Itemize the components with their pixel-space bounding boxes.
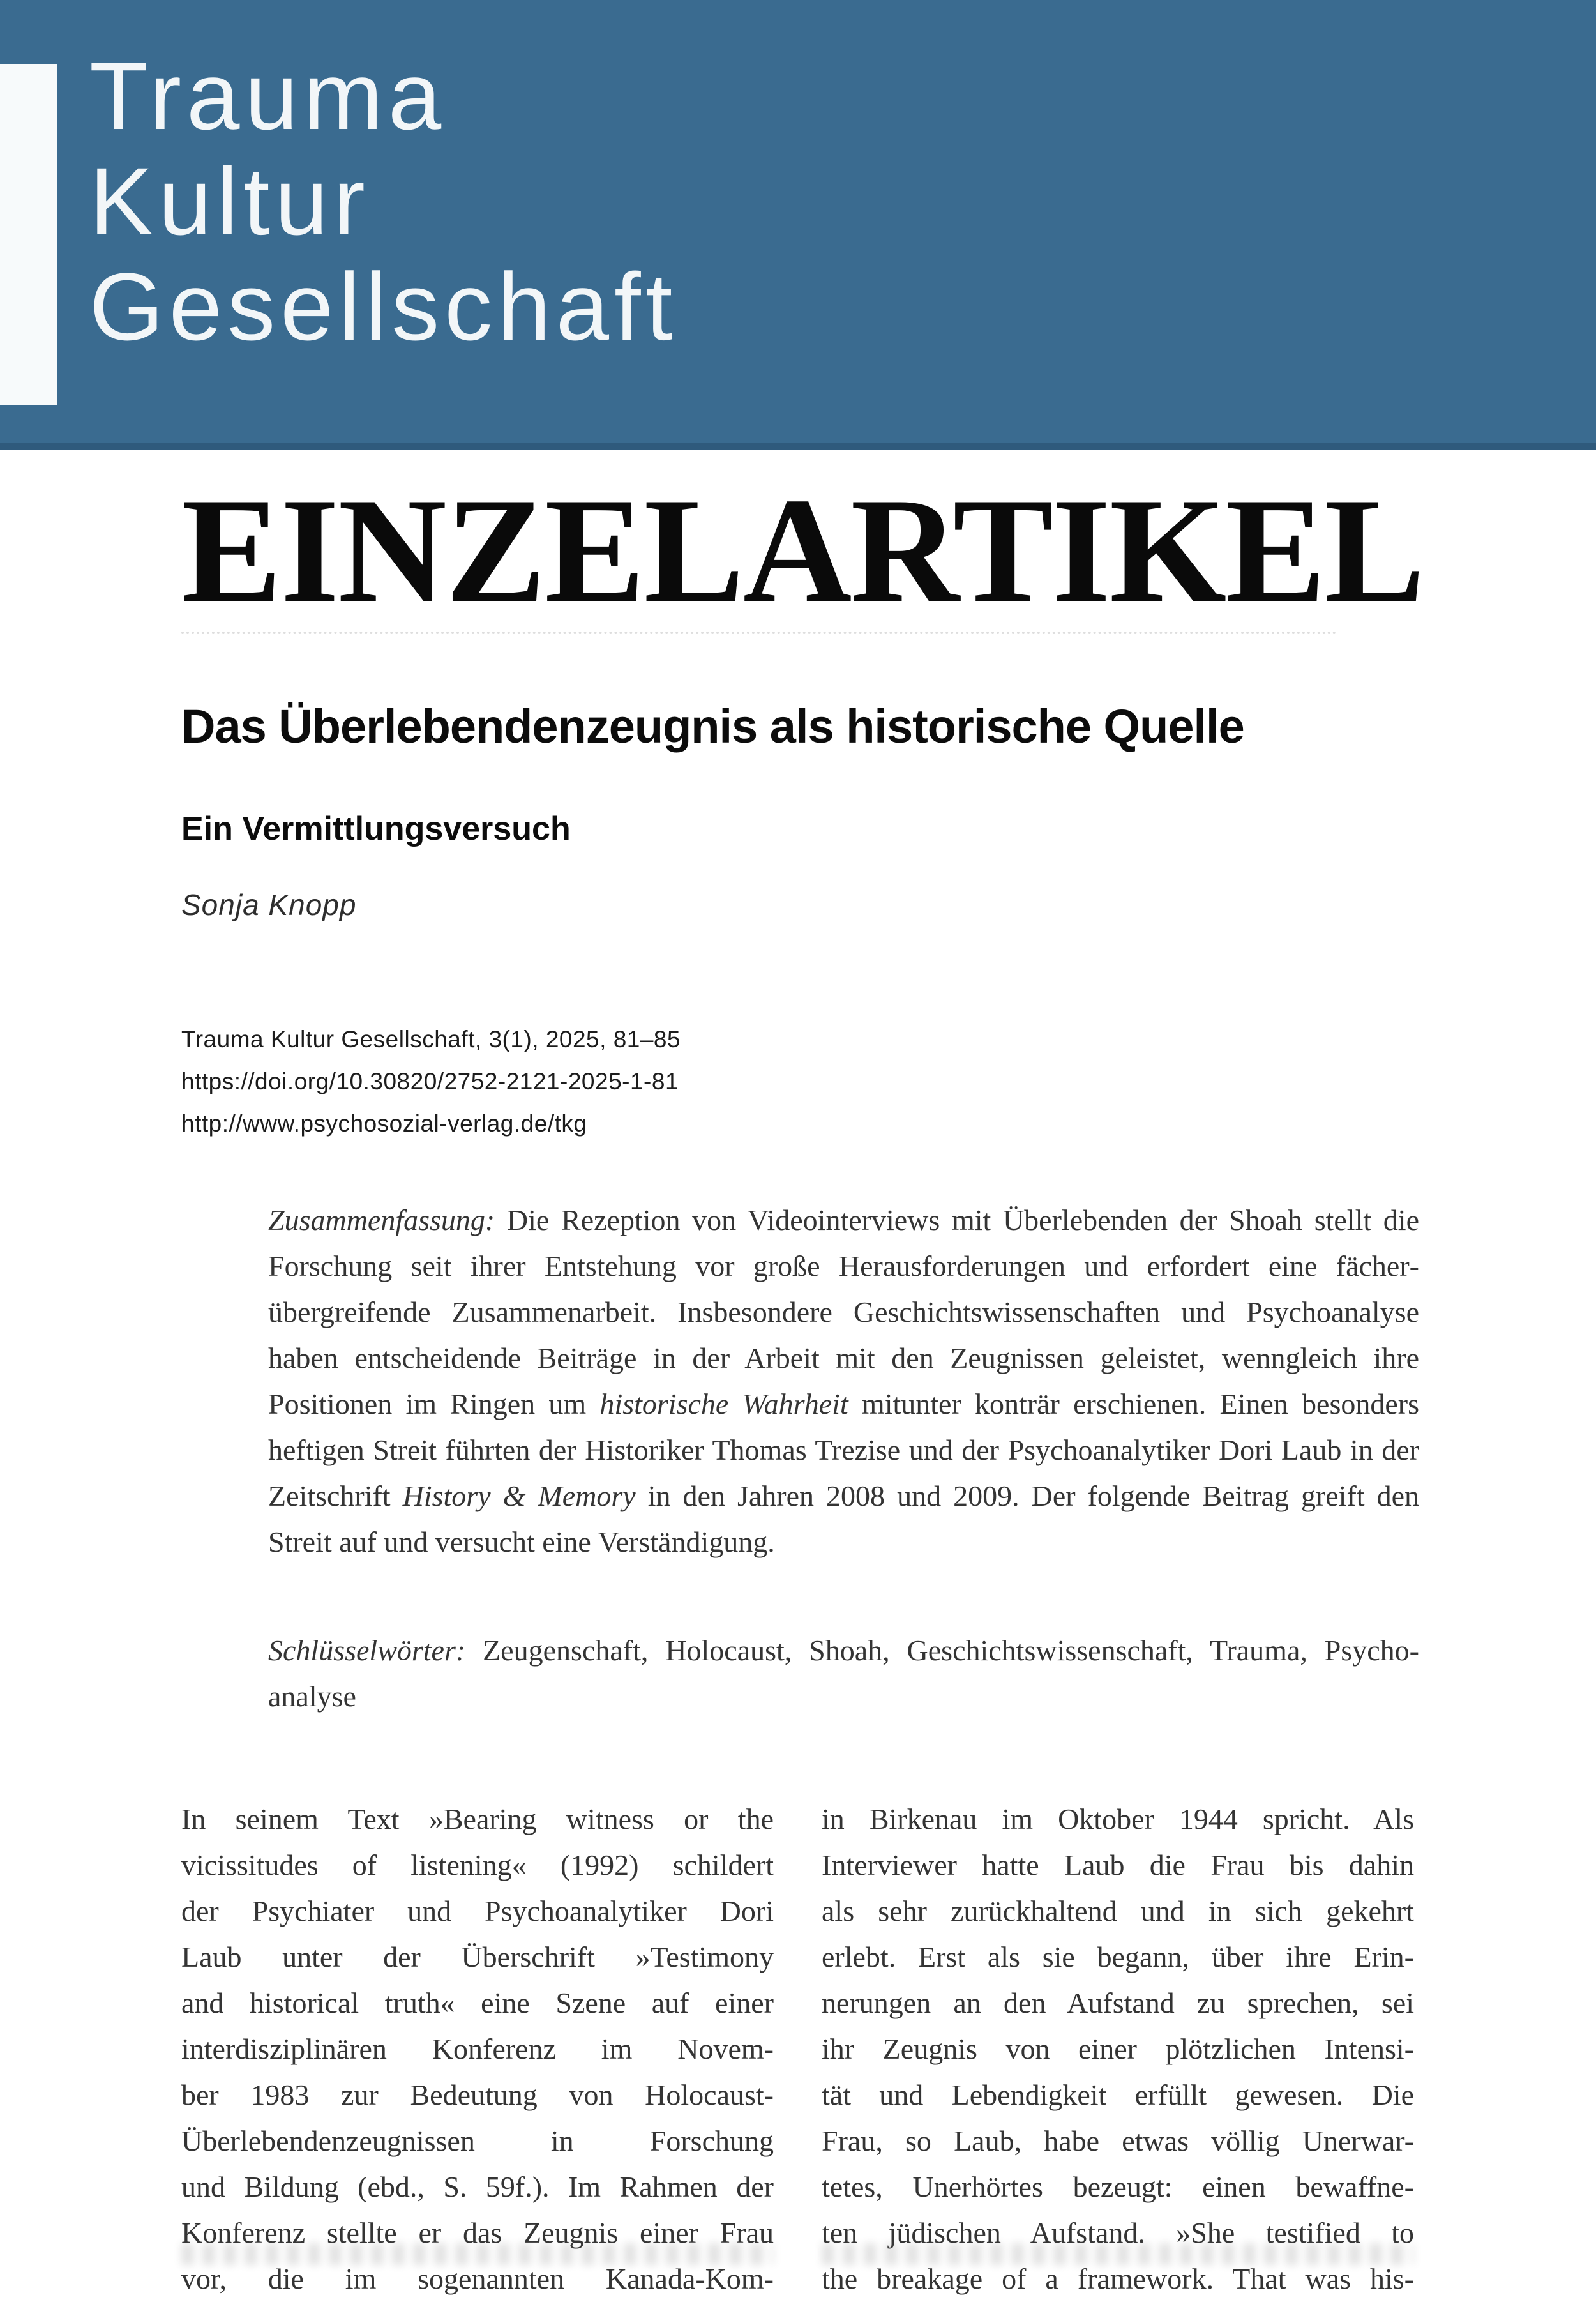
- article-page-content: [181, 467, 1424, 2302]
- author-name: Sonja Knopp: [181, 888, 357, 921]
- body-text-line: ten jüdischen Aufstand. »She testified to: [822, 2216, 1414, 2249]
- keywords-paragraph: [268, 1628, 1419, 1720]
- body-text-line: Überlebendenzeugnissen in Forschung: [181, 2124, 774, 2157]
- logo-line-kultur: Kultur: [89, 148, 370, 255]
- italic-text-run: Schlüsselwörter:: [268, 1634, 466, 1667]
- body-text-line: erlebt. Erst als sie begann, über ihre Erin-: [822, 1941, 1414, 1973]
- body-text-line: vor, die im sogenannten Kanada-Kom-: [181, 2262, 774, 2295]
- citation-line: https://doi.org/10.30820/2752-2121-2025-1-81: [181, 1068, 679, 1094]
- body-text-line: Laub unter der Überschrift »Testimony: [181, 1941, 774, 1973]
- body-text-line: Interviewer hatte Laub die Frau bis dahin: [822, 1849, 1414, 1881]
- masthead-banner: [0, 0, 1596, 450]
- text-run: Zeugenschaft, Holocaust, Shoah, Geschichtswissenschaft, Trauma, Psychoanalyse: [268, 1634, 1419, 1713]
- section-header-rule: [181, 632, 1337, 634]
- italic-text-run: History & Memory: [402, 1480, 636, 1512]
- journal-logo: [89, 43, 677, 360]
- logo-line-trauma: Trauma: [89, 42, 447, 149]
- body-text-line: In seinem Text »Bearing witness or the: [181, 1803, 774, 1835]
- body-text-line: tetes, Unerhörtes bezeugt: einen bewaffne-: [822, 2170, 1414, 2203]
- citation-block: [181, 1018, 1422, 1145]
- body-text-line: interdisziplinären Konferenz im Novem-: [181, 2033, 774, 2065]
- text-run: Die Rezeption von Videointerviews mit Überlebenden der Shoah stellt die Forschung seit ihrer Entstehung vor große Herausforderungen und erfordert eine fächerübergreifende Zusammenarbeit. Insbesondere Geschichtswissenschaften und Psychoanalyse haben entscheidende Beiträge in der Arbeit mit den Zeugnissen geleistet, wenngleich ihre Positionen im Ringen um: [268, 1204, 1419, 1420]
- body-text-line: vicissitudes of listening« (1992) schildert: [181, 1849, 774, 1881]
- abstract-paragraph: [268, 1197, 1419, 1565]
- body-column-right: [822, 1796, 1414, 2302]
- body-column-left: [181, 1796, 774, 2302]
- body-text-line: der Psychiater und Psychoanalytiker Dori: [181, 1895, 774, 1927]
- italic-text-run: Zusammenfassung:: [268, 1204, 495, 1236]
- citation-line: http://www.psychosozial-verlag.de/tkg: [181, 1110, 587, 1137]
- body-text-line: ber 1983 zur Bedeutung von Holocaust-: [181, 2079, 774, 2111]
- logo-line-gesellschaft: Gesellschaft: [89, 253, 678, 360]
- masthead-flag-bar: [0, 64, 57, 405]
- citation-line: Trauma Kultur Gesellschaft, 3(1), 2025, 81–85: [181, 1026, 681, 1052]
- body-text-line: nerungen an den Aufstand zu sprechen, sei: [822, 1987, 1414, 2019]
- body-text-line: Frau, so Laub, habe etwas völlig Unerwar-: [822, 2124, 1414, 2157]
- text-run: in den Jahren 2008 und 2009. Der folgende Beitrag greift den Streit auf und versucht eine Verständigung.: [268, 1480, 1419, 1558]
- body-text-line: in Birkenau im Oktober 1944 spricht. Als: [822, 1803, 1414, 1835]
- body-text-line: the breakage of a framework. That was his-: [822, 2262, 1414, 2295]
- body-text-line: ihr Zeugnis von einer plötzlichen Intensi-: [822, 2033, 1414, 2065]
- italic-text-run: historische Wahrheit: [599, 1388, 848, 1420]
- article-title: Das Überlebendenzeugnis als historische Quelle: [181, 700, 1244, 753]
- body-text-line: als sehr zurückhaltend und in sich gekehrt: [822, 1895, 1414, 1927]
- text-run: mitunter konträr erschienen. Einen besonders heftigen Streit führten der Historiker Thomas Trezise und der Psychoanalytiker Dori Laub in der Zeitschrift: [268, 1388, 1419, 1512]
- body-text-line: tät und Lebendigkeit erfüllt gewesen. Die: [822, 2079, 1414, 2111]
- section-header: EINZELARTIKEL: [181, 467, 1424, 634]
- body-columns: [181, 1796, 1422, 2302]
- body-text-line: und Bildung (ebd., S. 59f.). Im Rahmen der: [181, 2170, 774, 2203]
- body-text-line: and historical truth« eine Szene auf einer: [181, 1987, 774, 2019]
- body-text-line: Konferenz stellte er das Zeugnis einer Frau: [181, 2216, 774, 2249]
- article-subtitle: Ein Vermittlungsversuch: [181, 810, 571, 847]
